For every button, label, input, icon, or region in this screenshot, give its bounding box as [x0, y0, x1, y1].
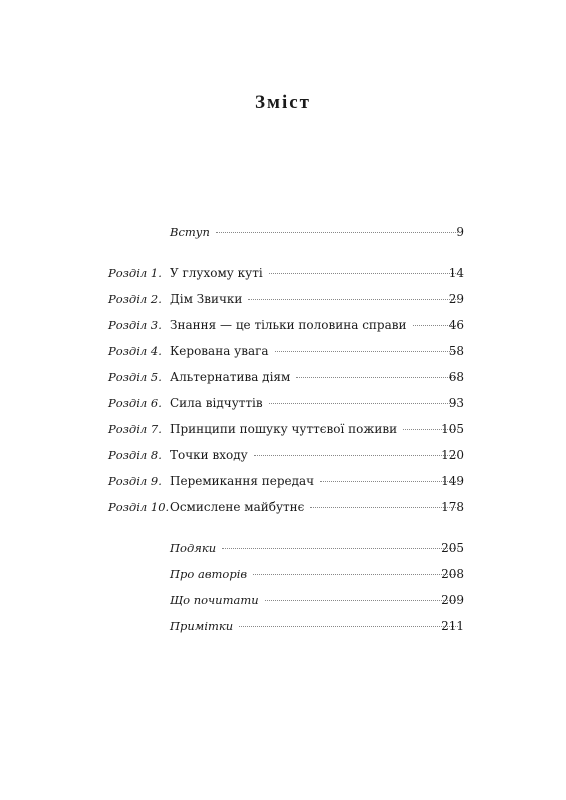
chapter-label: Розділ 10. — [108, 500, 170, 514]
toc-entry-title: Знання — це тільки половина справи — [170, 318, 407, 332]
chapter-label: Розділ 4. — [108, 344, 162, 358]
chapter-label: Розділ 1. — [108, 266, 162, 280]
dot-leader — [216, 232, 458, 233]
toc-page-number: 93 — [448, 396, 464, 410]
toc-entry-chapter-3[interactable] — [0, 315, 566, 335]
toc-entry-chapter-1[interactable] — [0, 263, 566, 283]
toc-entry-title: Вступ — [170, 225, 210, 239]
dot-leader — [222, 548, 458, 549]
chapter-label: Розділ 6. — [108, 396, 162, 410]
toc-entry-chapter-9[interactable] — [0, 471, 566, 491]
toc-page-number: 68 — [448, 370, 464, 384]
toc-page-number: 208 — [441, 567, 464, 581]
toc-entry-chapter-4[interactable] — [0, 341, 566, 361]
toc-page-number: 120 — [441, 448, 464, 462]
toc-entry-title: Керована увага — [170, 344, 269, 358]
toc-page-number: 46 — [448, 318, 464, 332]
toc-entry-title: Принципи пошуку чуттєвої поживи — [170, 422, 398, 436]
toc-entry-title: У глухому куті — [170, 266, 263, 280]
toc-page-number: 205 — [441, 541, 464, 555]
toc-page-number: 178 — [441, 500, 464, 514]
chapter-label: Розділ 8. — [108, 448, 162, 462]
toc-entry-title: Точки входу — [170, 448, 248, 462]
toc-page-number: 149 — [441, 474, 464, 488]
toc-entry-title: Що почитати — [170, 593, 259, 607]
toc-page-number: 9 — [456, 225, 464, 239]
page-title: Зміст — [254, 92, 311, 113]
toc-entry-chapter-5[interactable] — [0, 367, 566, 387]
toc-entry-chapter-7[interactable] — [0, 419, 566, 439]
toc-entry-title: Альтернатива діям — [170, 370, 291, 384]
toc-page-number: 14 — [448, 266, 464, 280]
toc-page-number: 105 — [441, 422, 464, 436]
chapter-label: Розділ 5. — [108, 370, 162, 384]
toc-entry-title: Сила відчуттів — [170, 396, 263, 410]
toc-entry-title: Про авторів — [170, 567, 248, 581]
toc-page-number: 211 — [441, 619, 464, 633]
toc-entry-title: Подяки — [170, 541, 217, 555]
toc-entry-title: Осмислене майбутнє — [170, 500, 305, 514]
chapter-label: Розділ 9. — [108, 474, 162, 488]
toc-entry-about-authors[interactable] — [0, 564, 566, 584]
toc-page-number: 209 — [441, 593, 464, 607]
toc-entry-chapter-6[interactable] — [0, 393, 566, 413]
toc-page-number: 58 — [448, 344, 464, 358]
toc-entry-acknowledgements[interactable] — [0, 538, 566, 558]
chapter-label: Розділ 2. — [108, 292, 162, 306]
toc-entry-notes[interactable] — [0, 616, 566, 636]
toc-page-number: 29 — [448, 292, 464, 306]
toc-entry-title: Дім Звички — [170, 292, 243, 306]
toc-entry-chapter-2[interactable] — [0, 289, 566, 309]
toc-entry-chapter-10[interactable] — [0, 497, 566, 517]
toc-entry-title: Примітки — [170, 619, 234, 633]
toc-entry-intro[interactable] — [0, 222, 566, 242]
toc-entry-title: Перемикання передач — [170, 474, 315, 488]
chapter-label: Розділ 3. — [108, 318, 162, 332]
toc-entry-chapter-8[interactable] — [0, 445, 566, 465]
chapter-label: Розділ 7. — [108, 422, 162, 436]
toc-entry-further-reading[interactable] — [0, 590, 566, 610]
